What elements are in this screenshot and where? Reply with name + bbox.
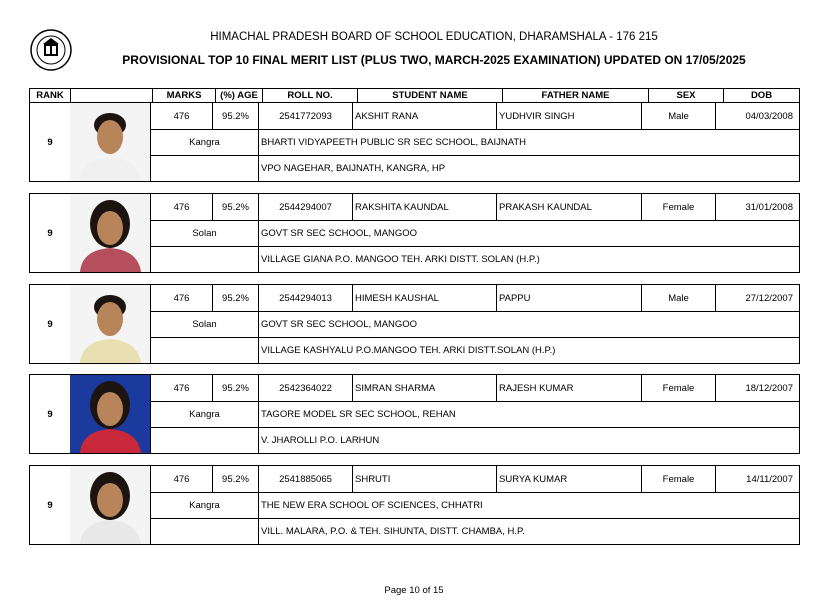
percentage: 95.2% xyxy=(212,193,259,221)
student-record xyxy=(29,465,800,545)
sex: Female xyxy=(641,374,716,402)
address: VILLAGE GIANA P.O. MANGOO TEH. ARKI DISTT. SOLAN (H.P.) xyxy=(258,246,800,273)
student-record xyxy=(29,102,800,182)
col-photo xyxy=(71,89,153,103)
board-name: HIMACHAL PRADESH BOARD OF SCHOOL EDUCATION, DHARAMSHALA - 176 215 xyxy=(210,31,658,43)
student-photo xyxy=(70,466,151,544)
father-name: YUDHVIR SINGH xyxy=(496,102,642,130)
address: VILL. MALARA, P.O. & TEH. SIHUNTA, DISTT. CHAMBA, H.P. xyxy=(258,518,800,545)
sex: Female xyxy=(641,465,716,493)
student-record xyxy=(29,284,800,364)
roll-number: 2541885065 xyxy=(258,465,353,493)
col-rank: RANK xyxy=(30,89,71,103)
marks: 476 xyxy=(150,102,213,130)
student-photo xyxy=(70,375,151,453)
column-header-row xyxy=(29,88,800,103)
empty-cell xyxy=(150,155,259,182)
date-of-birth: 18/12/2007 xyxy=(715,374,800,402)
page-number: Page 10 of 15 xyxy=(384,585,444,596)
school-name: THE NEW ERA SCHOOL OF SCIENCES, CHHATRI xyxy=(258,492,800,519)
student-photo xyxy=(70,285,151,363)
col-sex: SEX xyxy=(649,89,724,103)
district: Kangra xyxy=(150,129,259,156)
roll-number: 2544294007 xyxy=(258,193,353,221)
col-roll-no: ROLL NO. xyxy=(263,89,358,103)
student-record xyxy=(29,374,800,454)
marks: 476 xyxy=(150,374,213,402)
percentage: 95.2% xyxy=(212,284,259,312)
sex: Male xyxy=(641,284,716,312)
date-of-birth: 27/12/2007 xyxy=(715,284,800,312)
father-name: SURYA KUMAR xyxy=(496,465,642,493)
district: Kangra xyxy=(150,492,259,519)
student-name: RAKSHITA KAUNDAL xyxy=(352,193,497,221)
percentage: 95.2% xyxy=(212,102,259,130)
col-dob: DOB xyxy=(724,89,800,103)
rank: 9 xyxy=(47,136,53,148)
roll-number: 2541772093 xyxy=(258,102,353,130)
student-name: AKSHIT RANA xyxy=(352,102,497,130)
col-student-name: STUDENT NAME xyxy=(358,89,503,103)
date-of-birth: 04/03/2008 xyxy=(715,102,800,130)
father-name: PRAKASH KAUNDAL xyxy=(496,193,642,221)
rank: 9 xyxy=(47,318,53,330)
rank: 9 xyxy=(47,499,53,511)
empty-cell xyxy=(150,246,259,273)
col-marks: MARKS xyxy=(153,89,216,103)
father-name: PAPPU xyxy=(496,284,642,312)
rank: 9 xyxy=(47,227,53,239)
student-photo xyxy=(70,194,151,272)
marks: 476 xyxy=(150,465,213,493)
address: V. JHAROLLI P.O. LARHUN xyxy=(258,427,800,454)
date-of-birth: 31/01/2008 xyxy=(715,193,800,221)
address: VILLAGE KASHYALU P.O.MANGOO TEH. ARKI DISTT.SOLAN (H.P.) xyxy=(258,337,800,364)
marks: 476 xyxy=(150,284,213,312)
date-of-birth: 14/11/2007 xyxy=(715,465,800,493)
school-name: GOVT SR SEC SCHOOL, MANGOO xyxy=(258,311,800,338)
col-percentage: (%) AGE xyxy=(216,89,263,103)
school-name: BHARTI VIDYAPEETH PUBLIC SR SEC SCHOOL, BAIJNATH xyxy=(258,129,800,156)
rank: 9 xyxy=(47,408,53,420)
school-name: TAGORE MODEL SR SEC SCHOOL, REHAN xyxy=(258,401,800,428)
col-father-name: FATHER NAME xyxy=(503,89,649,103)
student-record xyxy=(29,193,800,273)
roll-number: 2544294013 xyxy=(258,284,353,312)
percentage: 95.2% xyxy=(212,374,259,402)
student-photo xyxy=(70,103,151,181)
student-name: SHRUTI xyxy=(352,465,497,493)
empty-cell xyxy=(150,337,259,364)
district: Kangra xyxy=(150,401,259,428)
student-name: SIMRAN SHARMA xyxy=(352,374,497,402)
sex: Male xyxy=(641,102,716,130)
district: Solan xyxy=(150,220,259,247)
percentage: 95.2% xyxy=(212,465,259,493)
marks: 476 xyxy=(150,193,213,221)
roll-number: 2542364022 xyxy=(258,374,353,402)
student-name: HIMESH KAUSHAL xyxy=(352,284,497,312)
sex: Female xyxy=(641,193,716,221)
father-name: RAJESH KUMAR xyxy=(496,374,642,402)
page-title: PROVISIONAL TOP 10 FINAL MERIT LIST (PLUS TWO, MARCH-2025 EXAMINATION) UPDATED ON 17/05/2025 xyxy=(122,53,746,67)
address: VPO NAGEHAR, BAIJNATH, KANGRA, HP xyxy=(258,155,800,182)
empty-cell xyxy=(150,518,259,545)
school-name: GOVT SR SEC SCHOOL, MANGOO xyxy=(258,220,800,247)
district: Solan xyxy=(150,311,259,338)
empty-cell xyxy=(150,427,259,454)
